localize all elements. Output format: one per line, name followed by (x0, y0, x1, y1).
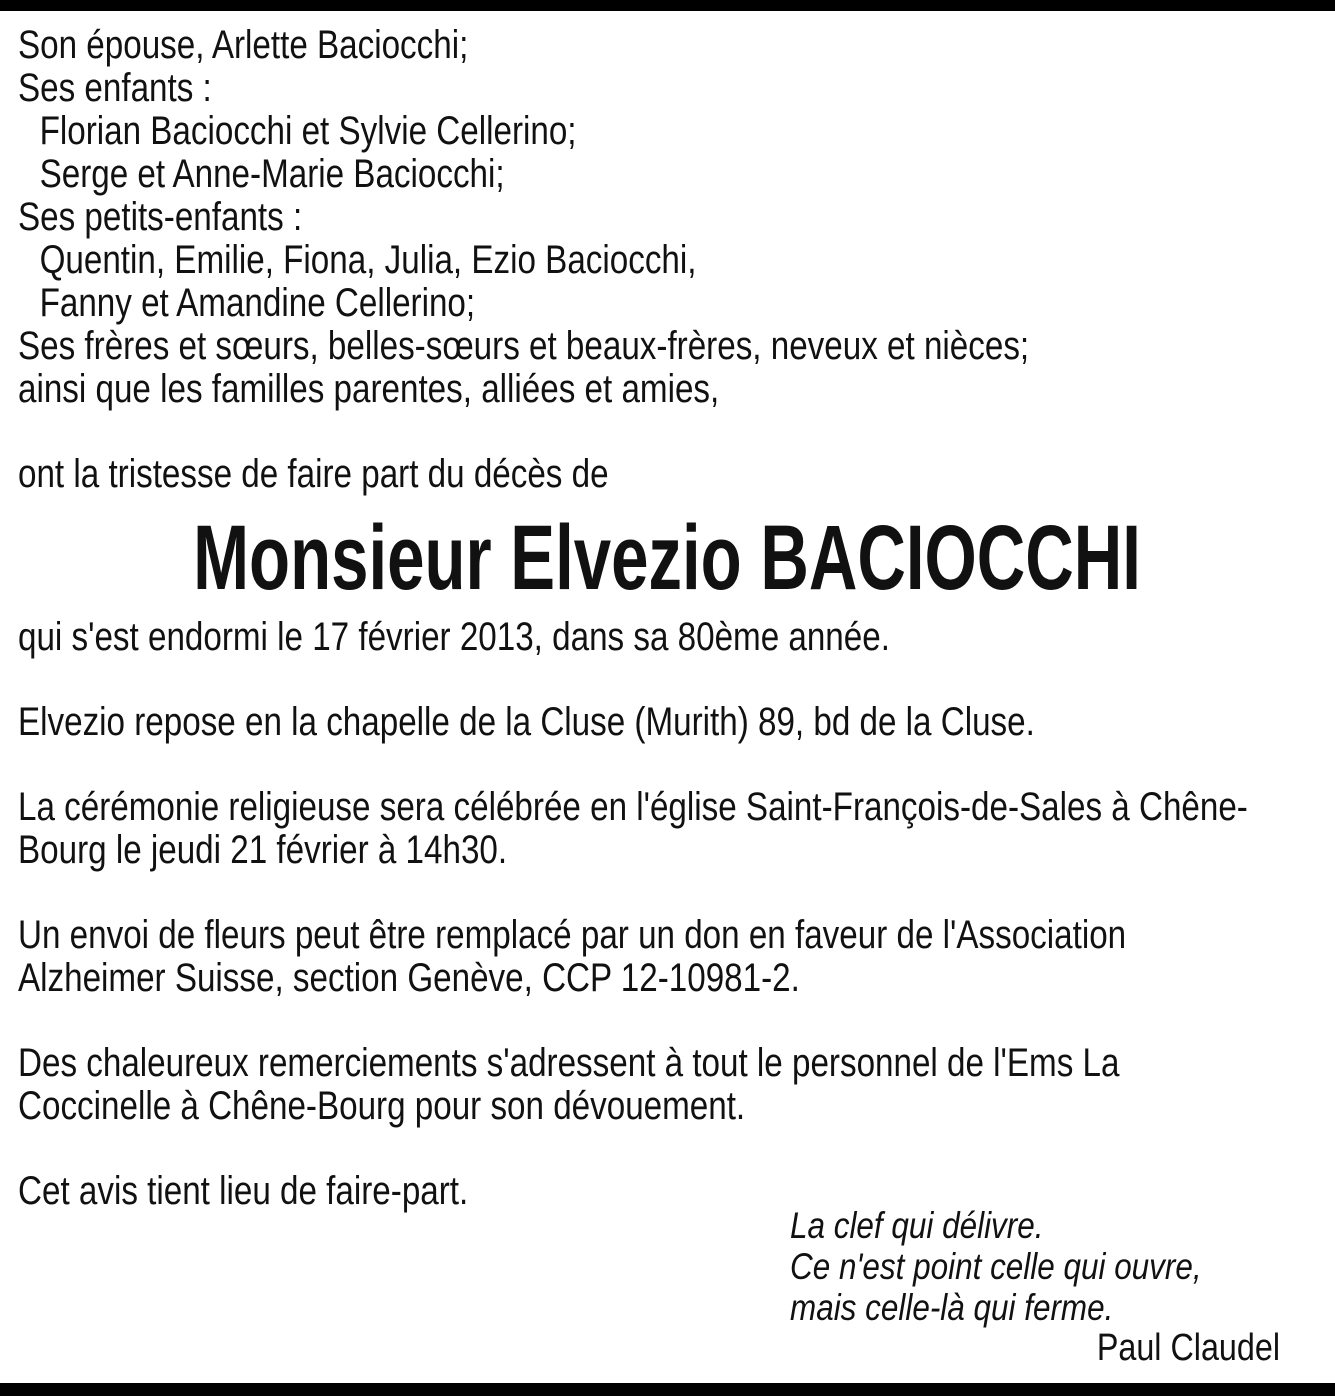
donation-line-2: Alzheimer Suisse, section Genève, CCP 12-10981-2. (18, 956, 800, 1000)
repose-paragraph (18, 701, 1315, 744)
relative-line-child-2: Serge et Anne-Marie Baciocchi; (39, 152, 505, 196)
quote-line-3: mais celle-là qui ferme. (790, 1287, 1114, 1328)
quote-attribution: Paul Claudel (1096, 1327, 1280, 1369)
deceased-name: Monsieur Elvezio BACIOCCHI (193, 507, 1141, 609)
announcement-line: ont la tristesse de faire part du décès de (18, 452, 609, 496)
relative-line-grandchildren-2: Fanny et Amandine Cellerino; (39, 281, 476, 325)
donation-line-1: Un envoi de fleurs peut être remplacé par un don en faveur de l'Association (18, 913, 1127, 957)
relative-line-child-1: Florian Baciocchi et Sylvie Cellerino; (39, 109, 577, 153)
repose-line: Elvezio repose en la chapelle de la Cluse (Murith) 89, bd de la Cluse. (18, 700, 1035, 744)
announcement-paragraph (18, 453, 1315, 496)
death-date-paragraph (18, 616, 1315, 659)
ceremony-line-1: La cérémonie religieuse sera célébrée en l'église Saint-François-de-Sales à Chêne- (18, 785, 1248, 829)
quote-block (790, 1205, 1280, 1369)
relative-line-grandchildren-1: Quentin, Emilie, Fiona, Julia, Ezio Baciocchi, (39, 238, 697, 282)
thanks-paragraph (18, 1042, 1315, 1128)
relative-line-families: ainsi que les familles parentes, alliées et amies, (18, 367, 720, 411)
relative-line-spouse: Son épouse, Arlette Baciocchi; (18, 23, 469, 67)
quote-line-1: La clef qui délivre. (790, 1205, 1044, 1246)
thanks-line-1: Des chaleureux remerciements s'adressent à tout le personnel de l'Ems La (18, 1041, 1120, 1085)
death-date-line: qui s'est endormi le 17 février 2013, dans sa 80ème année. (18, 615, 890, 659)
ceremony-paragraph (18, 786, 1315, 872)
donation-paragraph (18, 914, 1315, 1000)
ceremony-line-2: Bourg le jeudi 21 février à 14h30. (18, 828, 508, 872)
relative-line-siblings: Ses frères et sœurs, belles-sœurs et beaux-frères, neveux et nièces; (18, 324, 1030, 368)
thanks-line-2: Coccinelle à Chêne-Bourg pour son dévouement. (18, 1084, 746, 1128)
bottom-border-rule (0, 1383, 1335, 1396)
relatives-list (18, 24, 1315, 411)
notice-content (18, 24, 1315, 1369)
quote-line-2: Ce n'est point celle qui ouvre, (790, 1246, 1202, 1287)
relative-line-grandchildren-label: Ses petits-enfants : (18, 195, 303, 239)
top-border-rule (0, 0, 1335, 11)
relative-line-children-label: Ses enfants : (18, 66, 212, 110)
notice-statement-line: Cet avis tient lieu de faire-part. (18, 1169, 469, 1213)
